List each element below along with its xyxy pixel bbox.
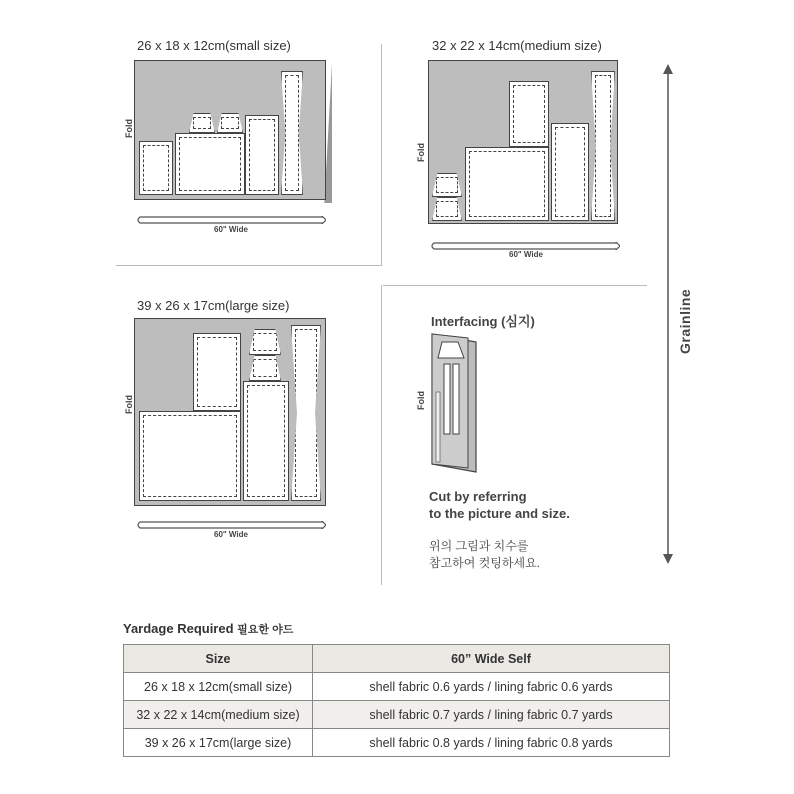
large-width-arrow bbox=[136, 516, 326, 524]
divider-vertical-top bbox=[381, 44, 382, 266]
table-row bbox=[124, 729, 670, 757]
large-fabric-panel bbox=[134, 318, 326, 506]
small-piece-panel bbox=[245, 115, 279, 195]
small-width-arrow bbox=[136, 211, 326, 219]
table-cell-size: 32 x 22 x 14cm(medium size) bbox=[124, 701, 313, 729]
note-english-line-2: to the picture and size. bbox=[429, 506, 570, 521]
medium-width-label: 60" Wide bbox=[509, 250, 543, 259]
yardage-heading bbox=[123, 621, 293, 637]
small-piece-strap bbox=[281, 71, 303, 195]
table-header-width: 60” Wide Self bbox=[313, 645, 670, 673]
large-piece-tab-1 bbox=[249, 329, 281, 355]
large-piece-side bbox=[243, 381, 289, 501]
yardage-heading-en: Yardage Required bbox=[123, 621, 234, 636]
large-fold-label: Fold bbox=[124, 395, 134, 414]
yardage-table bbox=[123, 644, 670, 757]
medium-piece-base bbox=[465, 147, 549, 221]
medium-fold-label: Fold bbox=[416, 143, 426, 162]
divider-vertical-bottom bbox=[381, 285, 382, 585]
grainline-label: Grainline bbox=[677, 288, 693, 354]
interfacing-fold-label: Fold bbox=[416, 391, 426, 410]
interfacing-diagram bbox=[428, 332, 480, 474]
medium-piece-strap bbox=[591, 71, 615, 221]
table-cell-yardage: shell fabric 0.7 yards / lining fabric 0.7 yards bbox=[313, 701, 670, 729]
divider-horizontal-right bbox=[383, 285, 647, 286]
table-header-row bbox=[124, 645, 670, 673]
medium-piece-side bbox=[551, 123, 589, 221]
grainline-arrow bbox=[662, 64, 674, 564]
note-english-line-1: Cut by referring bbox=[429, 489, 527, 504]
table-cell-yardage: shell fabric 0.6 yards / lining fabric 0.6 yards bbox=[313, 673, 670, 701]
large-piece-tab-2 bbox=[249, 355, 281, 381]
small-piece-tab-1 bbox=[189, 113, 215, 133]
table-cell-size: 39 x 26 x 17cm(large size) bbox=[124, 729, 313, 757]
medium-piece-tab-2 bbox=[432, 197, 462, 221]
small-piece-tab-2 bbox=[217, 113, 243, 133]
table-header-size: Size bbox=[124, 645, 313, 673]
table-row bbox=[124, 673, 670, 701]
note-korean-line-1: 위의 그림과 치수를 bbox=[429, 539, 529, 553]
small-piece-base bbox=[175, 133, 245, 195]
yardage-heading-ko: 필요한 야드 bbox=[237, 624, 294, 636]
medium-fabric-panel bbox=[428, 60, 618, 224]
large-piece-strap bbox=[291, 325, 321, 501]
note-english bbox=[429, 488, 570, 522]
medium-piece-top bbox=[509, 81, 549, 147]
medium-piece-tab-1 bbox=[432, 173, 462, 197]
small-fold-label: Fold bbox=[124, 119, 134, 138]
small-width-label: 60" Wide bbox=[214, 225, 248, 234]
large-width-label: 60" Wide bbox=[214, 530, 248, 539]
divider-horizontal-left bbox=[116, 265, 382, 266]
table-cell-size: 26 x 18 x 12cm(small size) bbox=[124, 673, 313, 701]
large-piece-base bbox=[139, 411, 241, 501]
small-diagram-title: 26 x 18 x 12cm(small size) bbox=[137, 38, 291, 53]
note-korean bbox=[429, 538, 540, 572]
interfacing-title: Interfacing (심지) bbox=[431, 314, 535, 329]
small-fabric-panel bbox=[134, 60, 326, 200]
medium-diagram-title: 32 x 22 x 14cm(medium size) bbox=[432, 38, 602, 53]
note-korean-line-2: 참고하여 컷팅하세요. bbox=[429, 556, 540, 570]
large-piece-top bbox=[193, 333, 241, 411]
table-row bbox=[124, 701, 670, 729]
large-diagram-title: 39 x 26 x 17cm(large size) bbox=[137, 298, 290, 313]
medium-width-arrow bbox=[430, 237, 620, 245]
table-cell-yardage: shell fabric 0.8 yards / lining fabric 0.8 yards bbox=[313, 729, 670, 757]
small-piece-side bbox=[139, 141, 173, 195]
